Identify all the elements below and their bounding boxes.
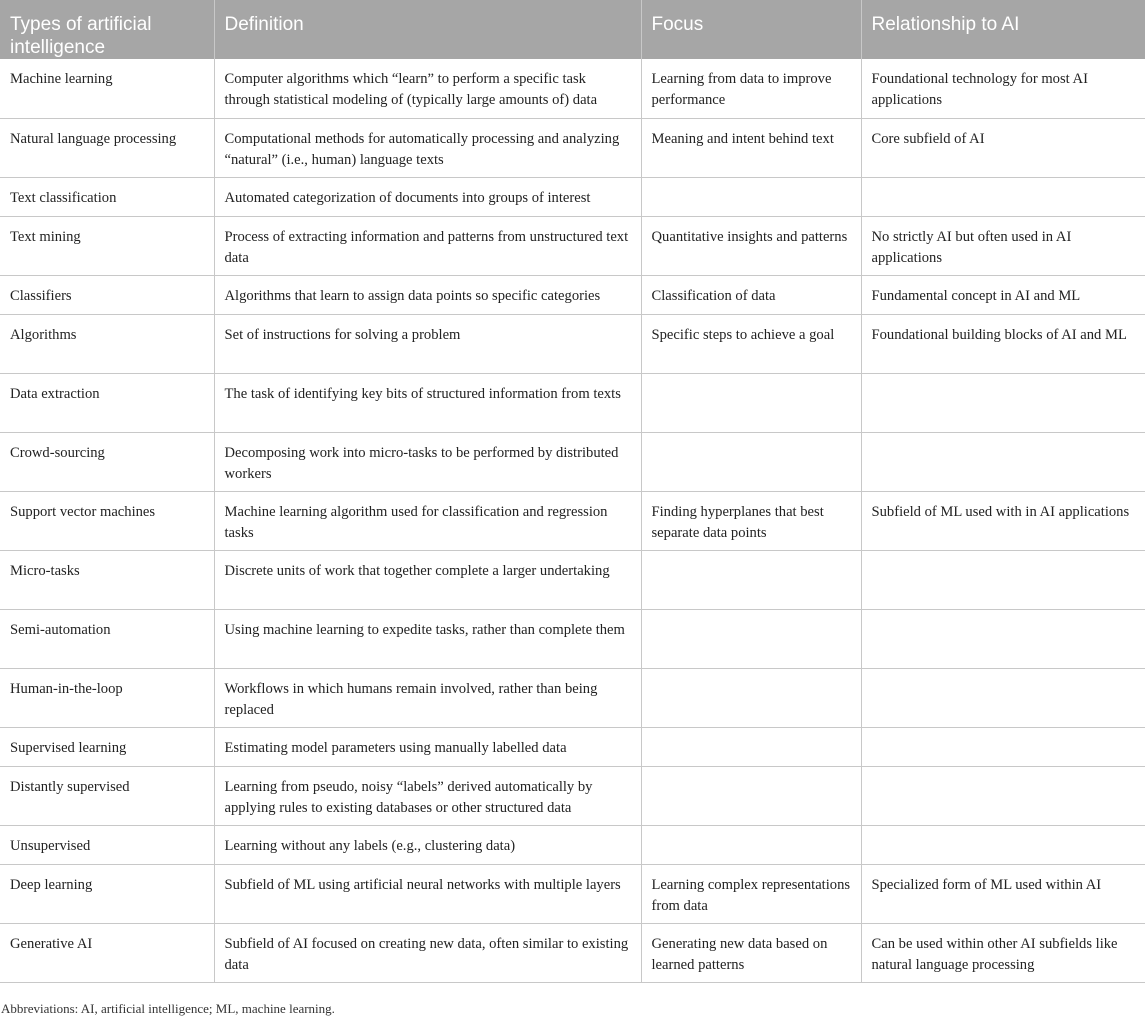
type-cell: Data extraction [0, 373, 214, 432]
focus-cell [641, 177, 861, 216]
definition-cell: Set of instructions for solving a problem [214, 314, 641, 373]
table-row [0, 432, 1145, 491]
table-row [0, 766, 1145, 825]
focus-cell: Learning from data to improve performance [641, 59, 861, 118]
table-row [0, 491, 1145, 550]
relationship-cell: Specialized form of ML used within AI [861, 864, 1145, 923]
definition-cell: Subfield of AI focused on creating new data, often similar to existing data [214, 923, 641, 982]
definition-cell: Learning from pseudo, noisy “labels” derived automatically by applying rules to existing databases or other structured data [214, 766, 641, 825]
relationship-cell: Core subfield of AI [861, 118, 1145, 177]
relationship-cell: Foundational building blocks of AI and ML [861, 314, 1145, 373]
definition-cell: Learning without any labels (e.g., clustering data) [214, 825, 641, 864]
relationship-cell [861, 668, 1145, 727]
relationship-cell [861, 727, 1145, 766]
relationship-cell: Can be used within other AI subfields like natural language processing [861, 923, 1145, 982]
relationship-cell [861, 432, 1145, 491]
abbreviations-footnote: Abbreviations: AI, artificial intelligence; ML, machine learning. [1, 1001, 335, 1016]
relationship-cell: Subfield of ML used with in AI applications [861, 491, 1145, 550]
definition-cell: The task of identifying key bits of structured information from texts [214, 373, 641, 432]
header-types: Types of artificial intelligence [0, 0, 214, 59]
relationship-cell: No strictly AI but often used in AI applications [861, 216, 1145, 275]
definition-cell: Workflows in which humans remain involved, rather than being replaced [214, 668, 641, 727]
table-row [0, 216, 1145, 275]
relationship-cell: Fundamental concept in AI and ML [861, 275, 1145, 314]
definition-cell: Decomposing work into micro-tasks to be performed by distributed workers [214, 432, 641, 491]
focus-cell [641, 373, 861, 432]
type-cell: Crowd-sourcing [0, 432, 214, 491]
relationship-cell [861, 766, 1145, 825]
table-row [0, 825, 1145, 864]
definition-cell: Process of extracting information and patterns from unstructured text data [214, 216, 641, 275]
relationship-cell [861, 825, 1145, 864]
focus-cell [641, 432, 861, 491]
type-cell: Supervised learning [0, 727, 214, 766]
header-relationship: Relationship to AI [861, 0, 1145, 59]
focus-cell [641, 668, 861, 727]
table-row [0, 275, 1145, 314]
type-cell: Text classification [0, 177, 214, 216]
table-row [0, 314, 1145, 373]
focus-cell: Quantitative insights and patterns [641, 216, 861, 275]
definition-cell: Discrete units of work that together complete a larger undertaking [214, 550, 641, 609]
type-cell: Support vector machines [0, 491, 214, 550]
definition-cell: Algorithms that learn to assign data points so specific categories [214, 275, 641, 314]
table-row [0, 177, 1145, 216]
header-definition: Definition [214, 0, 641, 59]
table-row [0, 864, 1145, 923]
type-cell: Machine learning [0, 59, 214, 118]
type-cell: Semi-automation [0, 609, 214, 668]
relationship-cell [861, 609, 1145, 668]
type-cell: Classifiers [0, 275, 214, 314]
definition-cell: Computational methods for automatically processing and analyzing “natural” (i.e., human) language texts [214, 118, 641, 177]
focus-cell: Specific steps to achieve a goal [641, 314, 861, 373]
table-header [0, 0, 1145, 59]
focus-cell [641, 550, 861, 609]
definition-cell: Machine learning algorithm used for classification and regression tasks [214, 491, 641, 550]
focus-cell: Classification of data [641, 275, 861, 314]
table-row [0, 609, 1145, 668]
table-row [0, 373, 1145, 432]
table-row [0, 550, 1145, 609]
type-cell: Human-in-the-loop [0, 668, 214, 727]
type-cell: Micro-tasks [0, 550, 214, 609]
relationship-cell: Foundational technology for most AI applications [861, 59, 1145, 118]
definition-cell: Automated categorization of documents into groups of interest [214, 177, 641, 216]
type-cell: Distantly supervised [0, 766, 214, 825]
type-cell: Algorithms [0, 314, 214, 373]
focus-cell [641, 609, 861, 668]
table-row [0, 668, 1145, 727]
header-row [0, 0, 1145, 59]
focus-cell [641, 766, 861, 825]
relationship-cell [861, 177, 1145, 216]
focus-cell: Generating new data based on learned patterns [641, 923, 861, 982]
type-cell: Deep learning [0, 864, 214, 923]
definition-cell: Computer algorithms which “learn” to perform a specific task through statistical modeling of (typically large amounts of) data [214, 59, 641, 118]
definition-cell: Estimating model parameters using manually labelled data [214, 727, 641, 766]
table-row [0, 118, 1145, 177]
relationship-cell [861, 550, 1145, 609]
table-body [0, 59, 1145, 982]
relationship-cell [861, 373, 1145, 432]
definition-cell: Subfield of ML using artificial neural networks with multiple layers [214, 864, 641, 923]
focus-cell: Finding hyperplanes that best separate data points [641, 491, 861, 550]
type-cell: Text mining [0, 216, 214, 275]
type-cell: Unsupervised [0, 825, 214, 864]
table-row [0, 727, 1145, 766]
table-row [0, 923, 1145, 982]
focus-cell: Learning complex representations from data [641, 864, 861, 923]
definition-cell: Using machine learning to expedite tasks, rather than complete them [214, 609, 641, 668]
focus-cell [641, 727, 861, 766]
type-cell: Natural language processing [0, 118, 214, 177]
type-cell: Generative AI [0, 923, 214, 982]
table-row [0, 59, 1145, 118]
focus-cell [641, 825, 861, 864]
focus-cell: Meaning and intent behind text [641, 118, 861, 177]
header-focus: Focus [641, 0, 861, 59]
